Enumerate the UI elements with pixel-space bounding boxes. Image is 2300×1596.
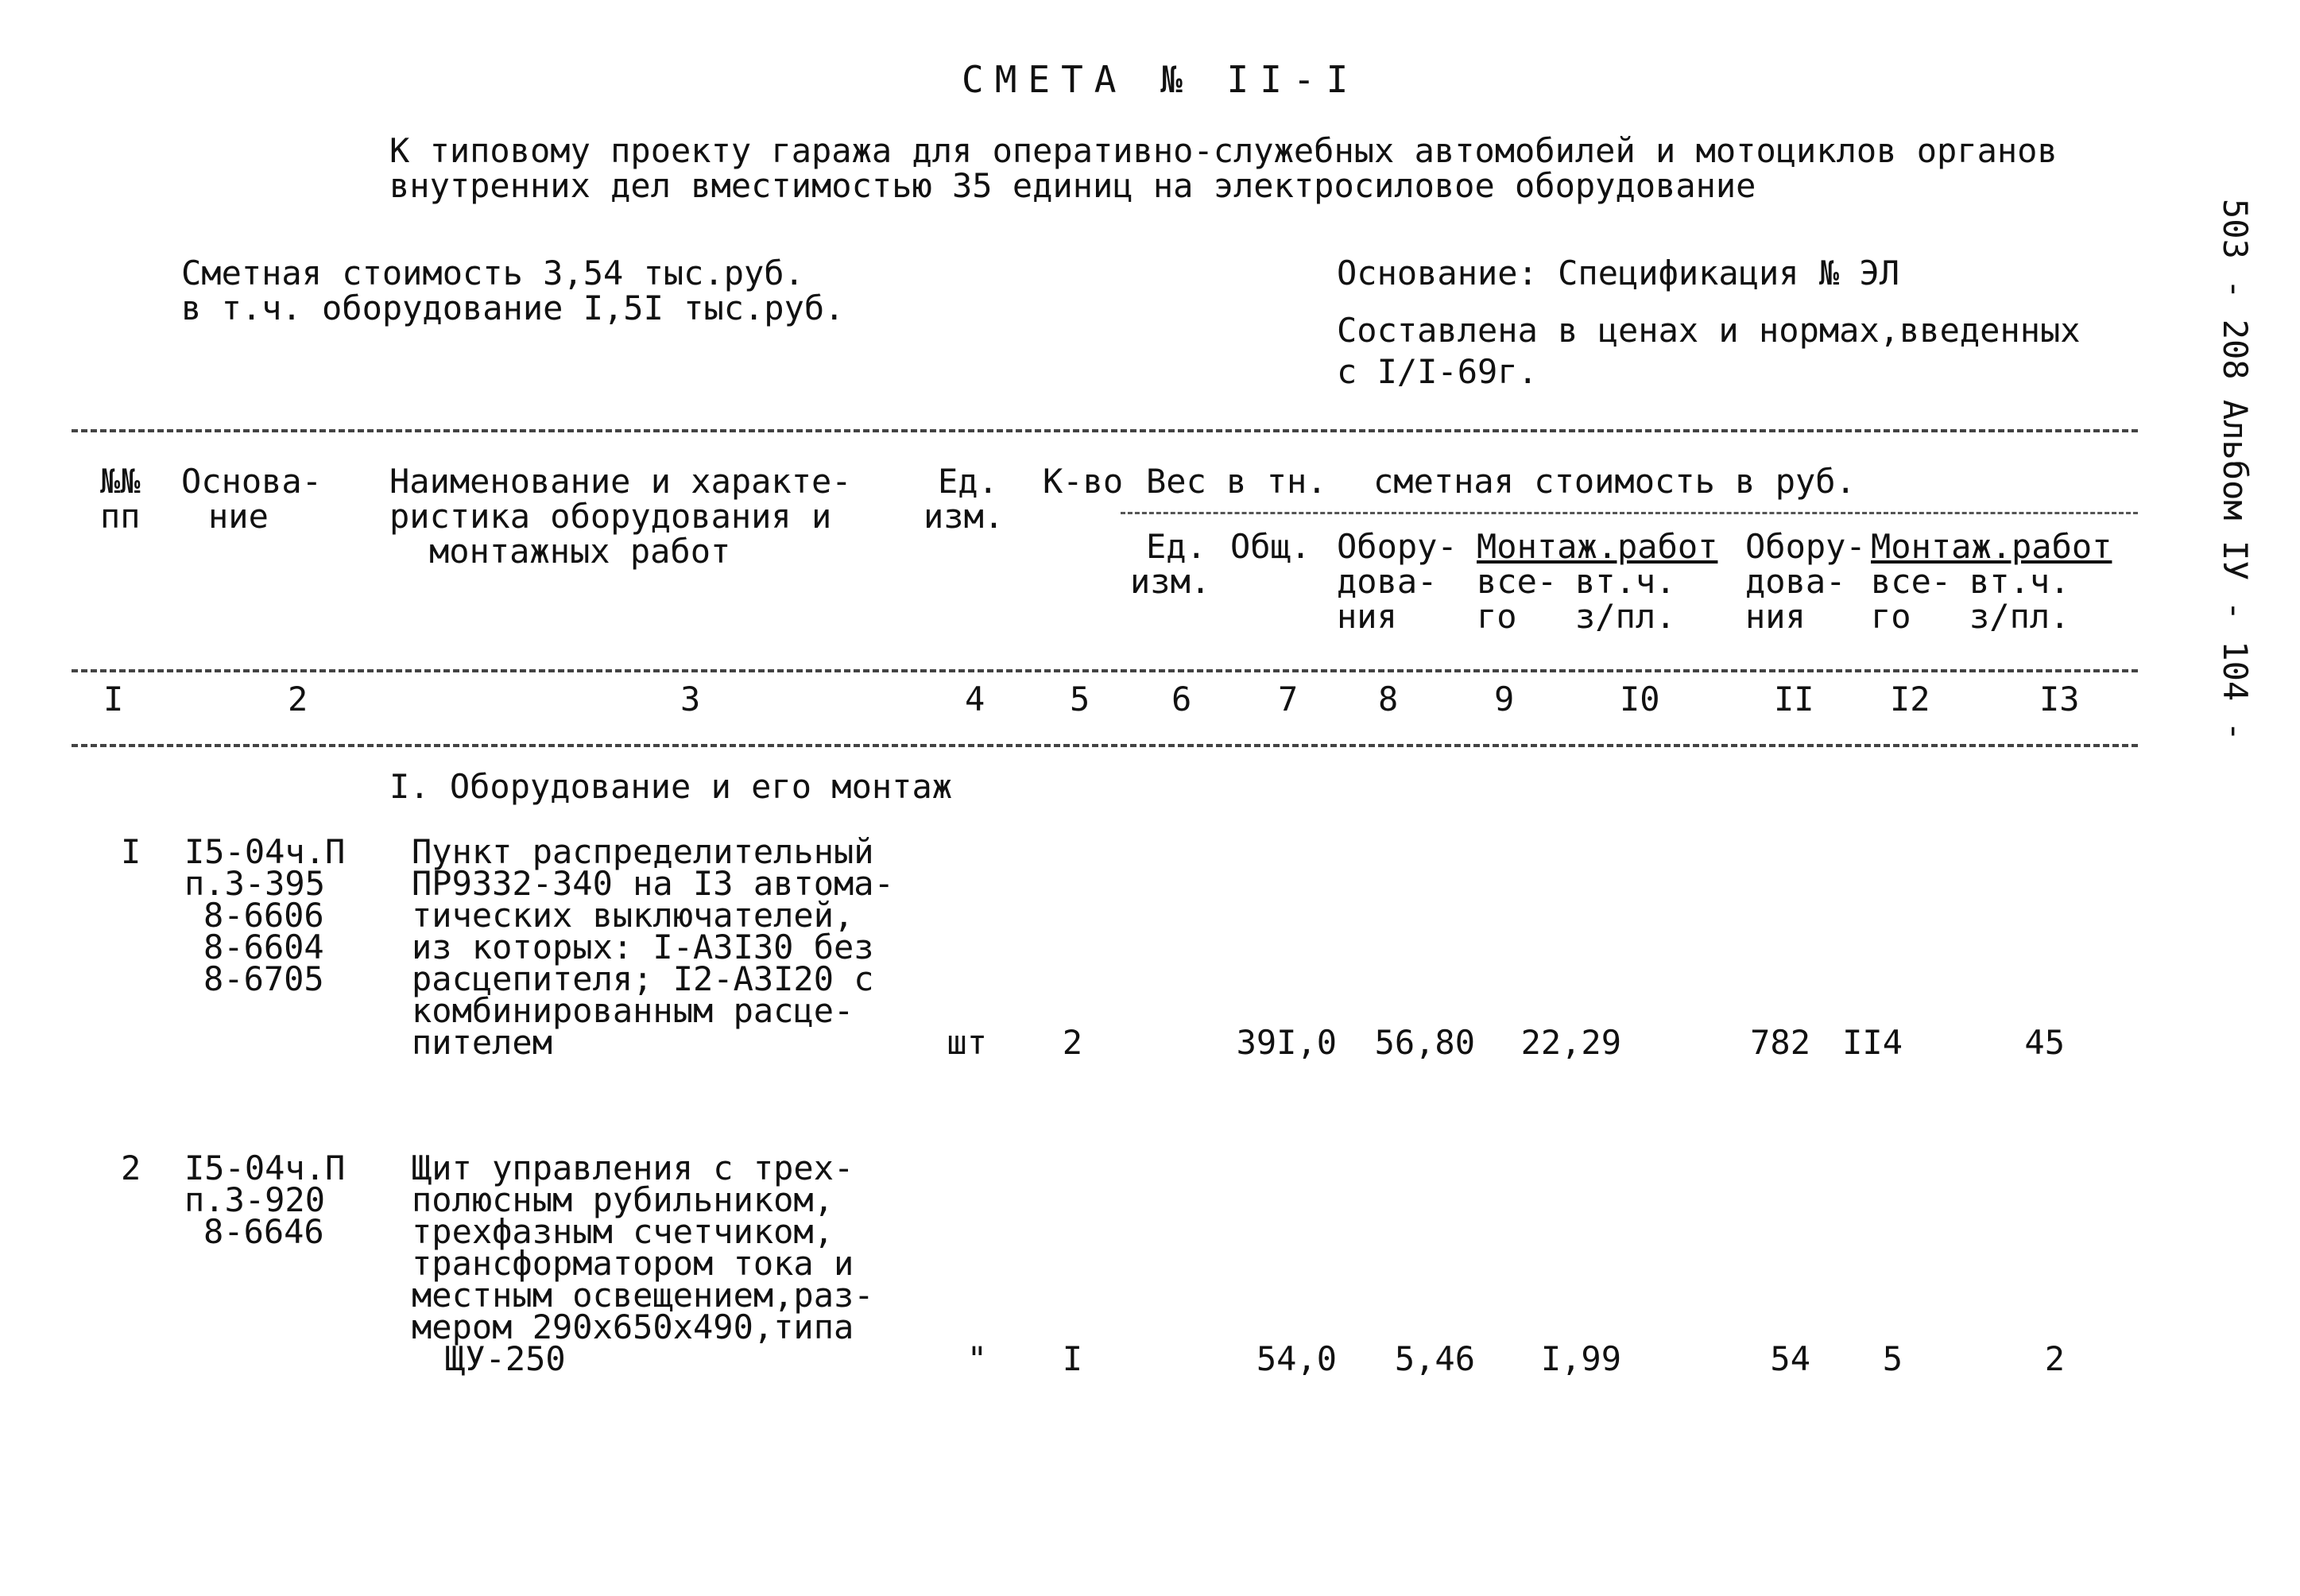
basis-line: 8-6646	[203, 1212, 324, 1251]
description-line: мером 290х650х490,типа	[412, 1307, 854, 1346]
description-line: из которых: I-A3I30 без	[412, 928, 874, 967]
cell-c10: 22,29	[1520, 1023, 1621, 1062]
basis-line: I5-04ч.П	[184, 1149, 346, 1187]
cell-c8: 54,0	[1256, 1339, 1337, 1378]
description-line: пителем	[412, 1023, 553, 1062]
basis-line: п.3-920	[184, 1180, 326, 1219]
basis-line: 8-6606	[203, 896, 324, 935]
description-line: полюсным рубильником,	[412, 1180, 834, 1219]
description-line: тических выключателей,	[412, 896, 854, 935]
side-page-code: 503 - 208 Альбом IУ - 104 -	[2216, 199, 2255, 742]
header-top-rule	[72, 429, 2138, 432]
cell-c9: 56,80	[1374, 1023, 1475, 1062]
description-line: Пункт распределительный	[412, 832, 874, 871]
cell-qty: I	[1062, 1339, 1082, 1378]
subtitle-line-2: внутренних дел вместимостью 35 единиц на электросиловое оборудование	[389, 166, 1756, 205]
cell-c10: I,99	[1540, 1339, 1621, 1378]
cell-unit: "	[966, 1339, 987, 1378]
description-line: местным освещением,раз-	[412, 1276, 874, 1315]
basis-line: 8-6705	[203, 959, 324, 998]
document-title: СМЕТА № II-I	[962, 58, 1360, 101]
description-line: расцепителя; I2-A3I20 с	[412, 959, 874, 998]
cell-c12: II4	[1842, 1023, 1903, 1062]
description-line: трехфазным счетчиком,	[412, 1212, 834, 1251]
cell-c11: 54	[1770, 1339, 1810, 1378]
prices-line-2: с I/I-69г.	[1337, 352, 1538, 391]
description-line: ЩУ-250	[445, 1339, 566, 1378]
cell-unit: шт	[947, 1023, 987, 1062]
section-title: I. Оборудование и его монтаж	[389, 767, 953, 806]
header-bottom-rule	[72, 744, 2138, 747]
equipment-cost: в т.ч. оборудование I,5I тыс.руб.	[181, 289, 845, 327]
description-line: трансформатором тока и	[412, 1244, 854, 1283]
subtitle-line-1: К типовому проекту гаража для оперативно-служебных автомобилей и мотоциклов органов	[389, 131, 2058, 170]
cell-qty: 2	[1062, 1023, 1082, 1062]
basis-line: 8-6604	[203, 928, 324, 967]
description-line: ПР9332-340 на I3 автома-	[412, 864, 894, 903]
cell-c9: 5,46	[1394, 1339, 1475, 1378]
cell-c8: 39I,0	[1236, 1023, 1337, 1062]
description-line: Щит управления с трех-	[412, 1149, 854, 1187]
cell-c12: 5	[1882, 1339, 1903, 1378]
cell-c13: 45	[2024, 1023, 2065, 1062]
basis-line: п.3-395	[184, 864, 326, 903]
prices-line-1: Составлена в ценах и нормах,введенных	[1337, 311, 2081, 350]
cell-c11: 782	[1750, 1023, 1810, 1062]
header-mid-rule	[72, 669, 2138, 672]
description-line: комбинированным расце-	[412, 991, 854, 1030]
row-number: I	[121, 832, 141, 871]
estimated-cost: Сметная стоимость 3,54 тыс.руб.	[181, 254, 804, 292]
basis-line: I5-04ч.П	[184, 832, 346, 871]
row-number: 2	[121, 1149, 141, 1187]
cell-c13: 2	[2044, 1339, 2065, 1378]
basis-spec: Основание: Спецификация № ЭЛ	[1337, 254, 1900, 292]
